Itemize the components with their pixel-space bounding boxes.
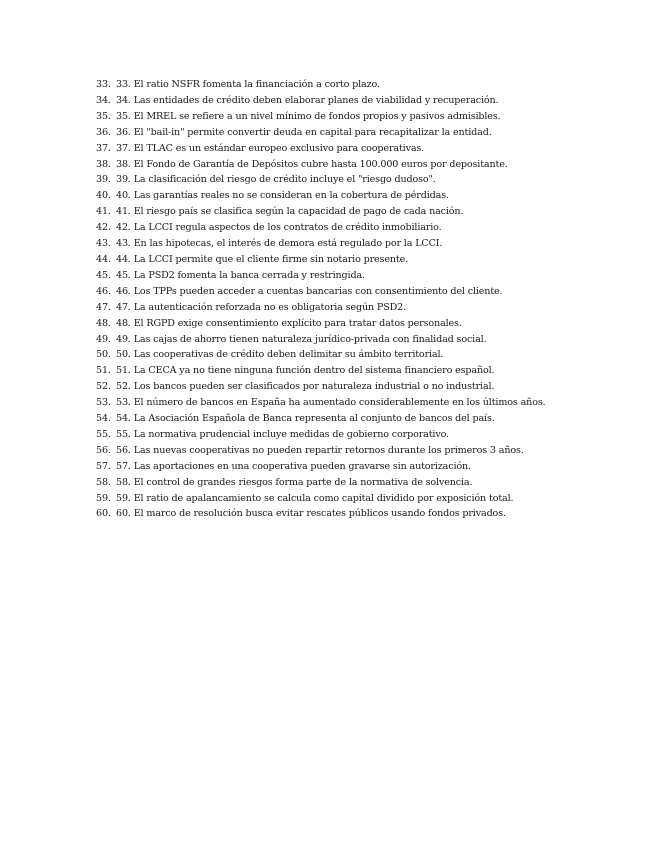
- list-item: [96, 332, 566, 348]
- list-item-text: 33. El ratio NSFR fomenta la financiación a corto plazo.: [116, 79, 380, 90]
- list-item-number: 54.: [96, 413, 111, 425]
- list-item-number: 33.: [96, 79, 111, 90]
- list-item-text: 54. La Asociación Española de Banca representa al conjunto de bancos del país.: [116, 413, 495, 425]
- list-item-text: 41. El riesgo país se clasifica según la capacidad de pago de cada nación.: [116, 206, 464, 218]
- list-item-text: 34. Las entidades de crédito deben elaborar planes de viabilidad y recuperación.: [116, 94, 499, 106]
- list-item-text: 60. El marco de resolución busca evitar rescates públicos usando fondos privados.: [116, 508, 506, 520]
- list-item: [96, 459, 566, 475]
- list-item-number: 45.: [96, 269, 111, 281]
- list-item: [96, 109, 566, 125]
- list-item: [96, 236, 566, 252]
- list-item-number: 43.: [96, 238, 111, 250]
- list-item: [96, 316, 566, 332]
- list-item-text: 39. La clasificación del riesgo de crédito incluye el "riesgo dudoso".: [116, 174, 436, 186]
- list-item-number: 41.: [96, 206, 111, 218]
- list-item-number: 52.: [96, 381, 111, 393]
- list-item-text: 52. Los bancos pueden ser clasificados por naturaleza industrial o no industrial.: [116, 381, 495, 393]
- list-item: [96, 220, 566, 236]
- list-item-number: 51.: [96, 365, 111, 377]
- list-item-text: 45. La PSD2 fomenta la banca cerrada y restringida.: [116, 269, 365, 281]
- list-item: [96, 284, 566, 300]
- list-item-number: 58.: [96, 476, 111, 488]
- list-item-number: 57.: [96, 460, 111, 472]
- list-item-number: 46.: [96, 285, 111, 297]
- list-item-text: 42. La LCCI regula aspectos de los contratos de crédito inmobiliario.: [116, 222, 442, 234]
- list-item-number: 40.: [96, 190, 111, 202]
- list-item-number: 42.: [96, 222, 111, 234]
- list-item: [96, 188, 566, 204]
- list-item: [96, 347, 566, 363]
- list-item: [96, 125, 566, 141]
- list-item-number: 34.: [96, 94, 111, 106]
- list-item-text: 56. Las nuevas cooperativas no pueden repartir retornos durante los primeros 3 años.: [116, 444, 524, 456]
- list-item-text: 49. Las cajas de ahorro tienen naturaleza jurídico-privada con finalidad social.: [116, 333, 487, 345]
- list-item: [96, 491, 566, 507]
- list-item-number: 39.: [96, 174, 111, 186]
- list-item: [96, 172, 566, 188]
- list-item: [96, 157, 566, 173]
- list-item-text: 36. El "bail-in" permite convertir deuda en capital para recapitalizar la entidad.: [116, 126, 492, 138]
- list-item-text: 46. Los TPPs pueden acceder a cuentas bancarias con consentimiento del cliente.: [116, 285, 503, 297]
- list-item-text: 55. La normativa prudencial incluye medidas de gobierno corporativo.: [116, 428, 449, 440]
- list-item-number: 36.: [96, 126, 111, 138]
- list-item-number: 50.: [96, 349, 111, 361]
- list-item: [96, 77, 566, 93]
- list-item-number: 37.: [96, 142, 111, 154]
- list-item-text: 53. El número de bancos en España ha aumentado considerablemente en los últimos años.: [116, 397, 546, 409]
- list-item-text: 58. El control de grandes riesgos forma parte de la normativa de solvencia.: [116, 476, 473, 488]
- list-item-text: 43. En las hipotecas, el interés de demora está regulado por la LCCI.: [116, 238, 443, 250]
- list-item: [96, 252, 566, 268]
- list-item-number: 60.: [96, 508, 111, 520]
- list-item-text: 40. Las garantías reales no se consideran en la cobertura de pérdidas.: [116, 190, 449, 202]
- list-item-number: 47.: [96, 301, 111, 313]
- list-item: [96, 363, 566, 379]
- list-item-text: 35. El MREL se refiere a un nivel mínimo de fondos propios y pasivos admisibles.: [116, 110, 501, 122]
- list-item-number: 35.: [96, 110, 111, 122]
- list-item-text: 50. Las cooperativas de crédito deben delimitar su ámbito territorial.: [116, 349, 444, 361]
- list-item: [96, 427, 566, 443]
- list-item: [96, 204, 566, 220]
- list-item-number: 53.: [96, 397, 111, 409]
- numbered-statement-list: [96, 77, 566, 522]
- list-item-text: 48. El RGPD exige consentimiento explícito para tratar datos personales.: [116, 317, 462, 329]
- list-item-number: 56.: [96, 444, 111, 456]
- list-item-number: 44.: [96, 253, 111, 265]
- list-item-text: 51. La CECA ya no tiene ninguna función dentro del sistema financiero español.: [116, 365, 495, 377]
- list-item-text: 44. La LCCI permite que el cliente firme sin notario presente.: [116, 253, 409, 265]
- list-item-number: 55.: [96, 428, 111, 440]
- list-item-number: 49.: [96, 333, 111, 345]
- list-item-text: 59. El ratio de apalancamiento se calcula como capital dividido por exposición total.: [116, 492, 514, 504]
- list-item-number: 38.: [96, 158, 111, 170]
- list-item: [96, 475, 566, 491]
- list-item-text: 38. El Fondo de Garantía de Depósitos cubre hasta 100.000 euros por depositante.: [116, 158, 508, 170]
- list-item-text: 37. El TLAC es un estándar europeo exclusivo para cooperativas.: [116, 142, 425, 154]
- list-item: [96, 93, 566, 109]
- list-item: [96, 506, 566, 522]
- list-item: [96, 268, 566, 284]
- list-item: [96, 443, 566, 459]
- list-item-text: 57. Las aportaciones en una cooperativa pueden gravarse sin autorización.: [116, 460, 471, 472]
- list-item: [96, 411, 566, 427]
- list-item-number: 48.: [96, 317, 111, 329]
- list-item-number: 59.: [96, 492, 111, 504]
- list-item: [96, 141, 566, 157]
- list-item: [96, 395, 566, 411]
- list-item: [96, 379, 566, 395]
- list-item-text: 47. La autenticación reforzada no es obligatoria según PSD2.: [116, 301, 407, 313]
- list-item: [96, 300, 566, 316]
